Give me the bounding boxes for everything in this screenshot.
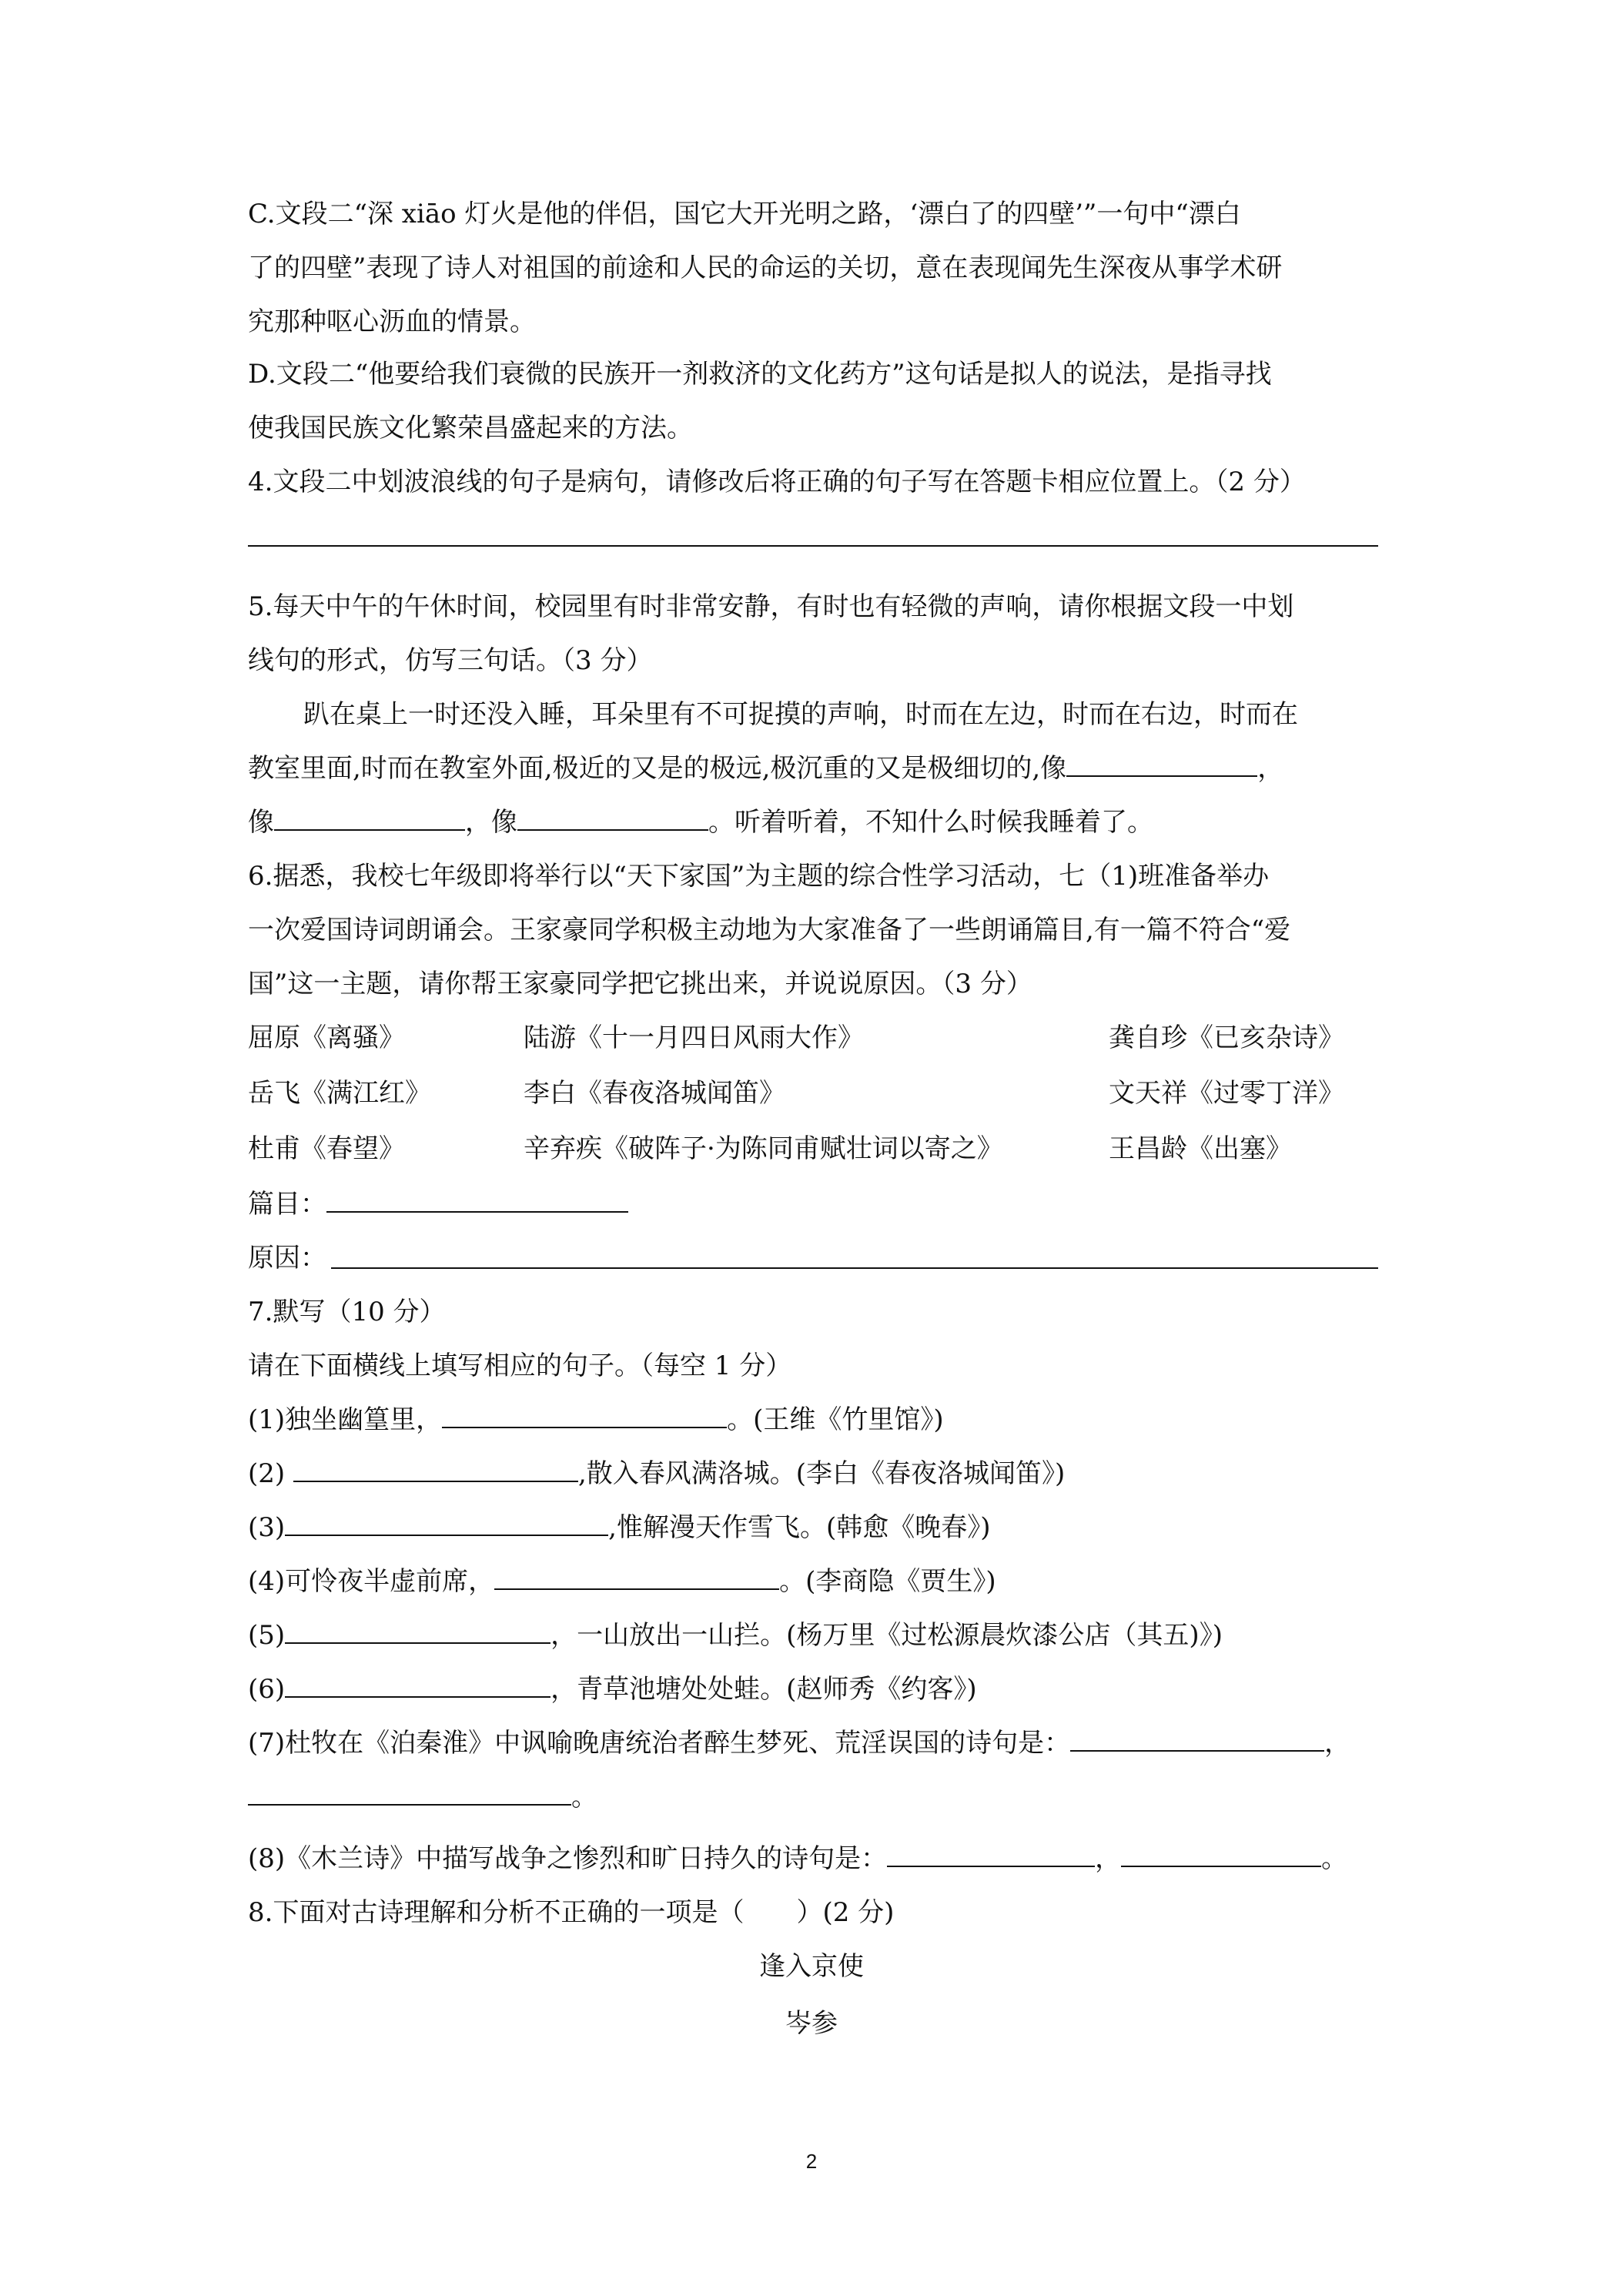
passage-line-3 bbox=[248, 801, 1153, 838]
dictation-blank-5[interactable] bbox=[285, 1619, 550, 1644]
passage-line-1: 趴在桌上一时还没入睡，耳朵里有不可捉摸的声响，时而在左边，时而在右边，时而在 bbox=[303, 699, 1298, 730]
answer-line-q4[interactable] bbox=[248, 545, 1378, 547]
dictation-6-prefix: (6) bbox=[248, 1674, 286, 1705]
dictation-item-1 bbox=[248, 1398, 944, 1436]
question-8: 8.下面对古诗理解和分析不正确的一项是（ ）(2 分) bbox=[248, 1897, 895, 1928]
question-5-line-1: 5.每天中午的午休时间，校园里有时非常安静，有时也有轻微的声响，请你根据文段一中划 bbox=[248, 591, 1294, 622]
dictation-item-2 bbox=[248, 1452, 1065, 1490]
question-7-title: 7.默写（10 分） bbox=[248, 1297, 446, 1327]
title-answer-row bbox=[248, 1183, 628, 1220]
page-number: 2 bbox=[805, 2150, 818, 2173]
option-d-line-2: 使我国民族文化繁荣昌盛起来的方法。 bbox=[248, 413, 693, 443]
dictation-5-prefix: (5) bbox=[248, 1620, 286, 1651]
dictation-8-prefix: (8)《木兰诗》中描写战争之惨烈和旷日持久的诗句是： bbox=[248, 1843, 888, 1874]
dictation-item-7-cont bbox=[248, 1776, 597, 1813]
dictation-item-5 bbox=[248, 1614, 1223, 1652]
work-item: 岳飞《满江红》 bbox=[248, 1078, 431, 1109]
dictation-blank-6[interactable] bbox=[285, 1673, 550, 1698]
dictation-blank-7b[interactable] bbox=[248, 1781, 571, 1806]
question-5-line-2: 线句的形式，仿写三句话。（3 分） bbox=[248, 645, 653, 676]
dictation-blank-1[interactable] bbox=[442, 1404, 727, 1428]
passage-line-2-text: 教室里面,时而在教室外面,极近的又是的极远,极沉重的又是极细切的,像 bbox=[248, 753, 1067, 784]
dictation-4-prefix: (4)可怜夜半虚前席， bbox=[248, 1566, 495, 1597]
passage-comma: ， bbox=[1257, 753, 1284, 784]
dictation-blank-3[interactable] bbox=[285, 1511, 608, 1536]
dictation-item-6 bbox=[248, 1668, 977, 1705]
question-6-line-1: 6.据悉，我校七年级即将举行以“天下家国”为主题的综合性学习活动，七（1)班准备举办 bbox=[248, 861, 1270, 892]
dictation-8-end: 。 bbox=[1321, 1843, 1348, 1874]
dictation-7-end: 。 bbox=[571, 1782, 597, 1812]
dictation-2-suffix: ,散入春风满洛城。(李白《春夜洛城闻笛》) bbox=[577, 1458, 1066, 1489]
dictation-5-suffix: ，一山放出一山拦。(杨万里《过松源晨炊漆公店（其五)》) bbox=[550, 1620, 1223, 1651]
work-item: 李白《春夜洛城闻笛》 bbox=[524, 1078, 785, 1109]
passage-line-2 bbox=[248, 747, 1283, 785]
work-item: 文天祥《过零丁洋》 bbox=[1109, 1078, 1344, 1109]
poem-author: 岑参 bbox=[785, 2008, 838, 2039]
option-c-line-3: 究那种呕心沥血的情景。 bbox=[248, 306, 536, 337]
dictation-blank-8a[interactable] bbox=[887, 1842, 1095, 1867]
dictation-item-4 bbox=[248, 1560, 996, 1598]
dictation-3-suffix: ,惟解漫天作雪飞。(韩愈《晚春》) bbox=[608, 1512, 991, 1543]
title-answer-blank[interactable] bbox=[326, 1188, 628, 1213]
dictation-2-prefix: (2) bbox=[248, 1458, 293, 1489]
dictation-blank-8b[interactable] bbox=[1121, 1842, 1321, 1867]
work-item: 杜甫《春望》 bbox=[248, 1133, 405, 1164]
fill-blank-2[interactable] bbox=[274, 806, 465, 831]
fill-blank-3[interactable] bbox=[517, 806, 708, 831]
dictation-item-3 bbox=[248, 1506, 991, 1544]
dictation-blank-2[interactable] bbox=[293, 1458, 578, 1482]
dictation-6-suffix: ，青草池塘处处蛙。(赵师秀《约客》) bbox=[550, 1674, 977, 1705]
reason-label: 原因： bbox=[248, 1243, 326, 1274]
option-d-line-1: D.文段二“他要给我们衰微的民族开一剂救济的文化药方”这句话是拟人的说法，是指寻找 bbox=[248, 359, 1272, 390]
question-6-line-3: 国”这一主题，请你帮王家豪同学把它挑出来，并说说原因。（3 分） bbox=[248, 969, 1032, 999]
dictation-1-suffix: 。(王维《竹里馆》) bbox=[727, 1404, 944, 1435]
dictation-4-suffix: 。(李商隐《贾生》) bbox=[779, 1566, 996, 1597]
work-item: 龚自珍《已亥杂诗》 bbox=[1109, 1022, 1344, 1053]
dictation-3-prefix: (3) bbox=[248, 1512, 286, 1543]
passage-like-2: ，像 bbox=[465, 807, 517, 838]
dictation-blank-4[interactable] bbox=[494, 1565, 779, 1590]
poem-title: 逢入京使 bbox=[759, 1951, 864, 1982]
option-c-line-1: C.文段二“深 xiāo 灯火是他的伴侣，国它大开光明之路，‘漂白了的四壁’”一句中“漂白 bbox=[248, 199, 1241, 229]
question-7-instruction: 请在下面横线上填写相应的句子。（每空 1 分） bbox=[248, 1350, 792, 1381]
title-label: 篇目： bbox=[248, 1189, 326, 1220]
passage-ending: 。听着听着，不知什么时候我睡着了。 bbox=[708, 807, 1153, 838]
fill-blank-1[interactable] bbox=[1066, 752, 1257, 777]
dictation-blank-7a[interactable] bbox=[1070, 1727, 1324, 1752]
dictation-7-prefix: (7)杜牧在《泊秦淮》中讽喻晚唐统治者醉生梦死、荒淫误国的诗句是： bbox=[248, 1728, 1071, 1759]
reason-answer-line[interactable] bbox=[331, 1267, 1378, 1269]
question-6-line-2: 一次爱国诗词朗诵会。王家豪同学积极主动地为大家准备了一些朗诵篇目,有一篇不符合“爱 bbox=[248, 915, 1291, 946]
option-c-line-2: 了的四壁”表现了诗人对祖国的前途和人民的命运的关切，意在表现闻先生深夜从事学术研 bbox=[248, 253, 1283, 283]
work-item: 辛弃疾《破阵子·为陈同甫赋壮词以寄之》 bbox=[524, 1133, 1003, 1164]
dictation-item-7 bbox=[248, 1722, 1350, 1759]
passage-like-1: 像 bbox=[248, 807, 274, 838]
dictation-7-comma: ， bbox=[1324, 1728, 1351, 1759]
work-item: 王昌龄《出塞》 bbox=[1109, 1133, 1292, 1164]
work-item: 陆游《十一月四日风雨大作》 bbox=[524, 1022, 864, 1053]
question-4: 4.文段二中划波浪线的句子是病句，请修改后将正确的句子写在答题卡相应位置上。（2 分） bbox=[248, 467, 1306, 497]
dictation-item-8 bbox=[248, 1837, 1347, 1875]
work-item: 屈原《离骚》 bbox=[248, 1022, 405, 1053]
dictation-1-prefix: (1)独坐幽篁里， bbox=[248, 1404, 443, 1435]
dictation-8-comma: ， bbox=[1095, 1843, 1122, 1874]
